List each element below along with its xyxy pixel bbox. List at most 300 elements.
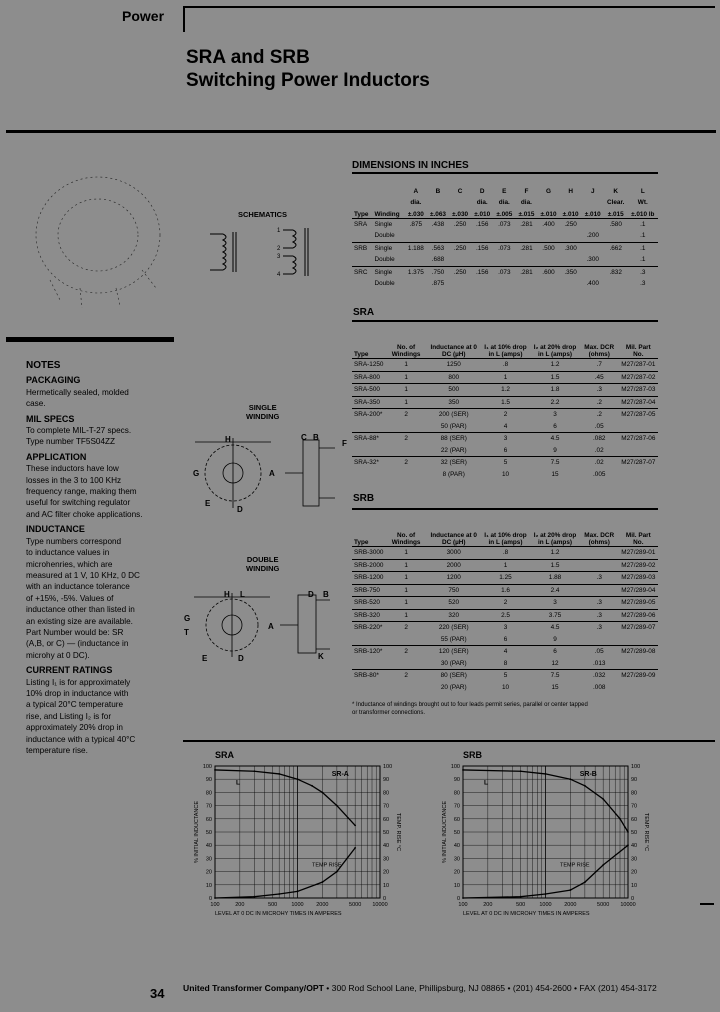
dim-C: C	[301, 433, 307, 442]
y-axis-label: % INITIAL INDUCTANCE	[442, 800, 448, 864]
product-photo	[20, 160, 180, 310]
table-cell	[619, 658, 658, 670]
table-cell	[471, 230, 493, 242]
table-header-cell: I₁ at 10% drop in L (amps)	[484, 532, 527, 546]
table-cell: .875	[431, 280, 445, 288]
table-cell: 1	[386, 609, 427, 622]
y-right-tick-label: 20	[631, 869, 638, 876]
y-tick-label: 20	[453, 869, 460, 876]
table-cell: .2	[580, 396, 619, 409]
table-cell	[619, 445, 658, 457]
table-cell: .8	[481, 547, 530, 560]
table-cell: .3	[580, 597, 619, 610]
table-cell: SRA	[352, 218, 372, 230]
table-cell: 1.2	[481, 384, 530, 397]
annotation-l: L	[236, 779, 241, 787]
table-header-cell: Mil. Part No.	[625, 532, 651, 546]
table-cell	[604, 278, 628, 290]
notes-section-title: CURRENT RATINGS	[26, 665, 113, 676]
table-cell: 1.5	[530, 559, 580, 572]
y-tick-label: 60	[205, 816, 212, 823]
dim2-H: H	[224, 590, 230, 599]
table-header-row	[352, 324, 658, 359]
data-point	[569, 778, 571, 780]
single-side-view	[303, 440, 319, 506]
table-header-cell: I₂ at 20% drop in L (amps)	[533, 344, 577, 358]
table-cell: 1250	[427, 359, 481, 372]
dimensions-header-cell: A	[413, 187, 419, 195]
dimensions-header-cell: B	[435, 187, 441, 195]
table-cell	[619, 634, 658, 646]
table-cell: 2	[386, 409, 427, 421]
dimensions-header-cell: ±.015	[607, 210, 624, 218]
table-cell: 1	[386, 559, 427, 572]
notes-line: inductance other than listed in	[26, 605, 135, 615]
dimensions-header-cell: ±.010	[584, 210, 601, 218]
notes-line: (A,B, or C) — (inductance in	[26, 639, 129, 649]
table-cell: M27/287-01	[619, 359, 658, 372]
table-cell: 1200	[427, 572, 481, 585]
table-header-cell: Max. DCR (ohms)	[584, 344, 615, 358]
table-header-cell: Max. DCR (ohms)	[584, 532, 615, 546]
table-row	[352, 670, 658, 682]
dimensions-header-cell: F	[524, 187, 529, 195]
dim-D: D	[237, 505, 243, 514]
dim-F: F	[342, 439, 347, 448]
footer-line	[183, 983, 657, 993]
table-cell: .250	[449, 218, 471, 230]
dimensions-header-cell: ±.010 lb	[631, 210, 655, 218]
table-cell: M27/289-06	[619, 609, 658, 622]
table-cell: .1	[628, 242, 658, 254]
dim2-T: T	[184, 628, 189, 637]
y-tick-label: 80	[453, 790, 460, 797]
table-cell: 15	[551, 470, 559, 478]
y-right-axis-label: TEMP. RISE °C	[643, 812, 649, 852]
table-header-cell: Type	[354, 539, 369, 546]
table-cell: .281	[515, 242, 537, 254]
table-cell: 32 (SER)	[427, 457, 481, 469]
y-right-tick-label: 80	[383, 790, 390, 797]
x-tick-label: 1000	[539, 902, 552, 908]
table-cell: 200 (SER)	[427, 409, 481, 421]
notes-line: rise, and Listing I₂ is for	[26, 711, 112, 721]
table-cell: .156	[471, 266, 493, 278]
notes-line: of +15%, -5%. Values of	[26, 593, 114, 603]
table-cell	[582, 266, 604, 278]
y-right-tick-label: 20	[383, 869, 390, 876]
data-point	[545, 773, 547, 775]
dimensions-header-cell: dia.	[520, 199, 532, 206]
table-cell	[386, 658, 427, 670]
table-cell	[449, 230, 471, 242]
table-cell: 1	[386, 572, 427, 585]
table-cell: M27/287-05	[619, 409, 658, 421]
dimensions-header-cell: ±.015	[518, 210, 535, 218]
notes-section-title: INDUCTANCE	[26, 524, 85, 535]
dimensions-header-cell: L	[640, 187, 645, 195]
table-cell: .400	[537, 218, 559, 230]
notes-line: losses in the 3 to 100 KHz	[26, 475, 122, 485]
y-right-tick-label: 50	[631, 830, 638, 836]
table-cell: .156	[471, 218, 493, 230]
y-tick-label: 60	[453, 816, 460, 823]
data-point	[520, 770, 522, 772]
dimensions-header-cell: ±.010	[474, 210, 491, 218]
dim-H: H	[225, 435, 231, 444]
table-cell: Single	[372, 242, 404, 254]
notes-line: with an inductance tolerance	[26, 582, 130, 592]
y-tick-label: 30	[453, 856, 460, 863]
double-side-view	[298, 595, 316, 653]
table-cell: .2	[580, 409, 619, 421]
table-row	[352, 445, 658, 457]
table-cell: 2.4	[530, 584, 580, 597]
data-point	[297, 778, 299, 780]
data-point	[214, 897, 216, 899]
notes-section-title: APPLICATION	[26, 451, 87, 462]
annotation-l: L	[484, 779, 489, 787]
dimensions-header-cell	[352, 195, 372, 207]
dimensions-header-cell	[582, 195, 604, 207]
dimensions-header-cell	[352, 183, 372, 195]
table-cell: .250	[560, 218, 582, 230]
y-tick-label: 10	[205, 882, 212, 889]
table-cell: .082	[580, 433, 619, 445]
notes-section-title: MIL SPECS	[26, 413, 75, 424]
y-tick-label: 80	[205, 790, 212, 797]
table-cell	[560, 254, 582, 266]
table-cell	[619, 421, 658, 433]
table-row	[352, 609, 658, 622]
table-cell	[352, 658, 386, 670]
table-row	[352, 384, 658, 397]
table-row	[352, 622, 658, 634]
double-dim-lines	[194, 593, 270, 657]
table-cell: 500	[427, 384, 481, 397]
y-right-tick-label: 100	[631, 764, 641, 770]
table-row	[352, 230, 658, 242]
table-cell: Double	[374, 256, 395, 264]
table-cell: 1.8	[530, 384, 580, 397]
table-cell	[580, 559, 619, 572]
table-cell	[537, 254, 559, 266]
footer-company: United Transformer Company/OPT	[183, 983, 324, 993]
dimensions-header-cell	[372, 183, 404, 195]
table-cell: 1	[386, 597, 427, 610]
notes-line: These inductors have low	[26, 464, 119, 474]
table-cell: .3	[580, 572, 619, 585]
table-cell	[537, 278, 559, 290]
table-row	[352, 409, 658, 421]
table-cell	[580, 634, 619, 646]
data-point	[214, 769, 216, 771]
table-cell	[604, 230, 628, 242]
table-cell: SRA-500	[352, 384, 386, 397]
table-cell: Double	[374, 232, 395, 240]
table-cell: M27/289-05	[619, 597, 658, 610]
table-row	[352, 433, 658, 445]
table-cell: 10	[501, 683, 510, 691]
dimensions-header-cell	[427, 195, 449, 207]
table-cell: .688	[431, 256, 445, 264]
dimensions-header-cell: K	[613, 187, 618, 195]
dimensions-heading: DIMENSIONS IN INCHES	[352, 160, 469, 171]
dim2-D2: D	[238, 654, 244, 663]
table-cell: M27/289-01	[619, 547, 658, 560]
table-cell: .600	[537, 266, 559, 278]
table-cell: 1.25	[481, 572, 530, 585]
dimensions-header-cell: H	[568, 187, 573, 195]
x-tick-label: 1000	[291, 902, 304, 908]
table-cell	[560, 230, 582, 242]
table-header-row	[352, 512, 658, 547]
table-cell: SRB-520	[352, 597, 386, 610]
table-cell: .3	[640, 280, 646, 288]
notes-heading: NOTES	[26, 360, 61, 371]
table-cell: .05	[594, 422, 604, 430]
sra-heading: SRA	[353, 307, 375, 318]
table-cell	[515, 230, 537, 242]
dimensions-header-cell: ±.005	[496, 210, 513, 218]
notes-section-title: PACKAGING	[26, 375, 81, 386]
table-row	[352, 597, 658, 610]
table-cell	[619, 469, 658, 481]
table-cell	[352, 634, 386, 646]
table-row	[352, 421, 658, 433]
dimensions-header-row	[352, 206, 658, 218]
notes-line: temperature rise.	[26, 746, 88, 755]
data-point	[545, 893, 547, 895]
y-right-tick-label: 60	[383, 816, 390, 823]
table-row	[352, 396, 658, 409]
table-cell	[604, 254, 628, 266]
table-cell: 8 (PAR)	[442, 470, 465, 478]
table-cell: .250	[449, 266, 471, 278]
notes-line: an existing size are available.	[26, 616, 133, 626]
table-header-cell: No. of Windings	[391, 344, 421, 358]
y-axis-label: % INITIAL INDUCTANCE	[194, 800, 200, 864]
y-right-tick-label: 90	[383, 777, 390, 784]
notes-line: useful for switching regulator	[26, 498, 131, 508]
table-cell: 22 (PAR)	[440, 446, 467, 454]
table-cell: .013	[592, 659, 606, 667]
double-side-dims	[280, 600, 330, 649]
schematics-diagram	[205, 222, 325, 282]
y-right-tick-label: 40	[383, 843, 390, 850]
data-point	[602, 864, 604, 866]
data-point	[569, 889, 571, 891]
table-cell: 4.5	[530, 433, 580, 445]
dimensions-header-cell	[372, 195, 404, 207]
table-cell: 50 (PAR)	[440, 422, 467, 430]
table-cell	[471, 254, 493, 266]
table-cell	[582, 242, 604, 254]
table-cell: M27/287-06	[619, 433, 658, 445]
y-right-tick-label: 0	[383, 896, 387, 902]
table-cell: M27/287-02	[619, 371, 658, 384]
table-row	[352, 278, 658, 290]
notes-line: Listing I₁ is for approximately	[26, 677, 131, 687]
table-cell: SRB-120*	[352, 646, 386, 658]
table-cell: 88 (SER)	[427, 433, 481, 445]
table-row	[352, 266, 658, 278]
dimensions-header-cell: G	[546, 187, 552, 195]
y-tick-label: 70	[205, 803, 212, 810]
x-tick-label: 10000	[372, 902, 388, 908]
table-cell: 1	[386, 371, 427, 384]
inductor-outline	[36, 177, 160, 293]
x-tick-label: 500	[516, 902, 526, 908]
single-winding-drawing	[185, 428, 355, 518]
table-cell	[405, 230, 427, 242]
notes-panel	[26, 360, 176, 756]
table-row	[352, 359, 658, 372]
table-cell: .073	[493, 242, 515, 254]
dimensions-header-cell: ±.063	[430, 210, 446, 218]
table-cell: M27/289-07	[619, 622, 658, 634]
schem-double-core	[305, 228, 308, 276]
schem-single-coil	[223, 234, 226, 270]
table-cell: 1.188	[405, 242, 427, 254]
pin-3: 3	[277, 254, 281, 260]
table-cell	[493, 278, 515, 290]
table-cell: .005	[592, 470, 606, 478]
dimensions-table	[352, 183, 658, 290]
data-point	[584, 881, 586, 883]
table-cell: .300	[560, 242, 582, 254]
table-header-cell: I₂ at 20% drop in L (amps)	[533, 532, 577, 546]
table-cell: 2.5	[481, 609, 530, 622]
table-cell: 1.5	[481, 396, 530, 409]
table-cell	[352, 445, 386, 457]
dimensions-header-cell	[449, 195, 471, 207]
table-cell	[560, 278, 582, 290]
table-cell: 8	[503, 659, 508, 667]
sra-table	[352, 324, 658, 480]
table-cell	[386, 634, 427, 646]
table-cell: .7	[580, 359, 619, 372]
table-cell: SRB-220*	[352, 622, 386, 634]
table-cell: 4	[503, 422, 508, 430]
data-point	[354, 847, 356, 849]
dim2-D: D	[308, 590, 314, 599]
table-cell	[580, 547, 619, 560]
table-cell: 3	[530, 409, 580, 421]
y-right-tick-label: 0	[631, 896, 635, 902]
table-cell: SRB-2000	[352, 559, 386, 572]
data-point	[462, 769, 464, 771]
series-line-temp-rise	[215, 848, 355, 898]
table-cell: .156	[471, 242, 493, 254]
charts-rule	[183, 740, 715, 742]
srb-rule	[352, 508, 658, 510]
data-point	[627, 831, 629, 833]
table-cell	[580, 584, 619, 597]
x-tick-label: 2000	[564, 902, 577, 908]
srb-heading: SRB	[353, 493, 375, 504]
table-cell: 3	[481, 433, 530, 445]
notes-line: Hermetically sealed, molded	[26, 387, 129, 397]
table-row	[352, 682, 658, 694]
x-tick-label: 200	[483, 902, 493, 908]
schem-double-coil-b	[293, 256, 296, 274]
y-right-axis-label: TEMP. RISE °C	[395, 812, 401, 852]
table-cell: M27/289-04	[619, 584, 658, 597]
x-axis-label: LEVEL AT 0 DC IN MICROHY TIMES IN AMPERES	[215, 911, 342, 917]
y-tick-label: 50	[205, 830, 212, 836]
dimensions-header-cell	[537, 195, 559, 207]
data-point	[619, 818, 621, 820]
table-cell: Single	[372, 218, 404, 230]
table-cell: .3	[628, 266, 658, 278]
table-cell: .875	[405, 218, 427, 230]
annotation-temp-rise: TEMP RISE	[312, 862, 342, 869]
table-cell: 80 (SER)	[427, 670, 481, 682]
table-cell	[515, 278, 537, 290]
table-cell: M27/289-08	[619, 646, 658, 658]
table-cell	[352, 278, 372, 290]
notes-line: frequency range, making them	[26, 487, 137, 497]
y-tick-label: 40	[453, 843, 460, 850]
y-right-tick-label: 10	[631, 882, 638, 889]
dimensions-header-cell: Clear.	[606, 199, 625, 206]
table-cell	[352, 682, 386, 694]
dimensions-header-cell: dia.	[410, 199, 422, 206]
table-cell: 9	[553, 635, 557, 643]
table-row	[352, 559, 658, 572]
table-cell: 800	[427, 371, 481, 384]
table-cell: Single	[372, 266, 404, 278]
table-cell: SRB-750	[352, 584, 386, 597]
y-right-tick-label: 50	[383, 830, 390, 836]
table-cell: .832	[604, 266, 628, 278]
table-cell: M27/287-04	[619, 396, 658, 409]
dim2-A: A	[268, 622, 274, 631]
table-cell	[493, 254, 515, 266]
dimensions-header-row	[352, 183, 658, 195]
table-cell: 1.375	[405, 266, 427, 278]
table-cell: 7.5	[530, 670, 580, 682]
table-row	[352, 658, 658, 670]
table-cell: 3	[530, 597, 580, 610]
y-right-tick-label: 80	[631, 790, 638, 797]
dim-G: G	[193, 469, 200, 478]
x-tick-label: 5000	[349, 902, 362, 908]
pin-4: 4	[277, 272, 281, 278]
dim2-L: L	[240, 590, 245, 599]
table-row	[352, 634, 658, 646]
dimensions-header-cell	[560, 195, 582, 207]
table-row	[352, 547, 658, 560]
top-rule	[183, 6, 715, 8]
x-tick-label: 100	[458, 902, 468, 908]
y-tick-label: 0	[456, 896, 460, 902]
data-point	[627, 844, 629, 846]
table-cell: .032	[580, 670, 619, 682]
table-cell	[515, 254, 537, 266]
table-cell: SRB-320	[352, 609, 386, 622]
title-rule	[6, 130, 716, 133]
notes-line: a typical 20°C temperature	[26, 700, 124, 710]
schematics-label: SCHEMATICS	[238, 210, 288, 219]
schem-double-leads	[283, 230, 293, 274]
table-cell: 2	[481, 409, 530, 421]
table-cell: 5	[481, 670, 530, 682]
x-tick-label: 2000	[316, 902, 329, 908]
dimensions-header-cell: dia.	[498, 199, 510, 206]
table-cell: .8	[481, 359, 530, 372]
